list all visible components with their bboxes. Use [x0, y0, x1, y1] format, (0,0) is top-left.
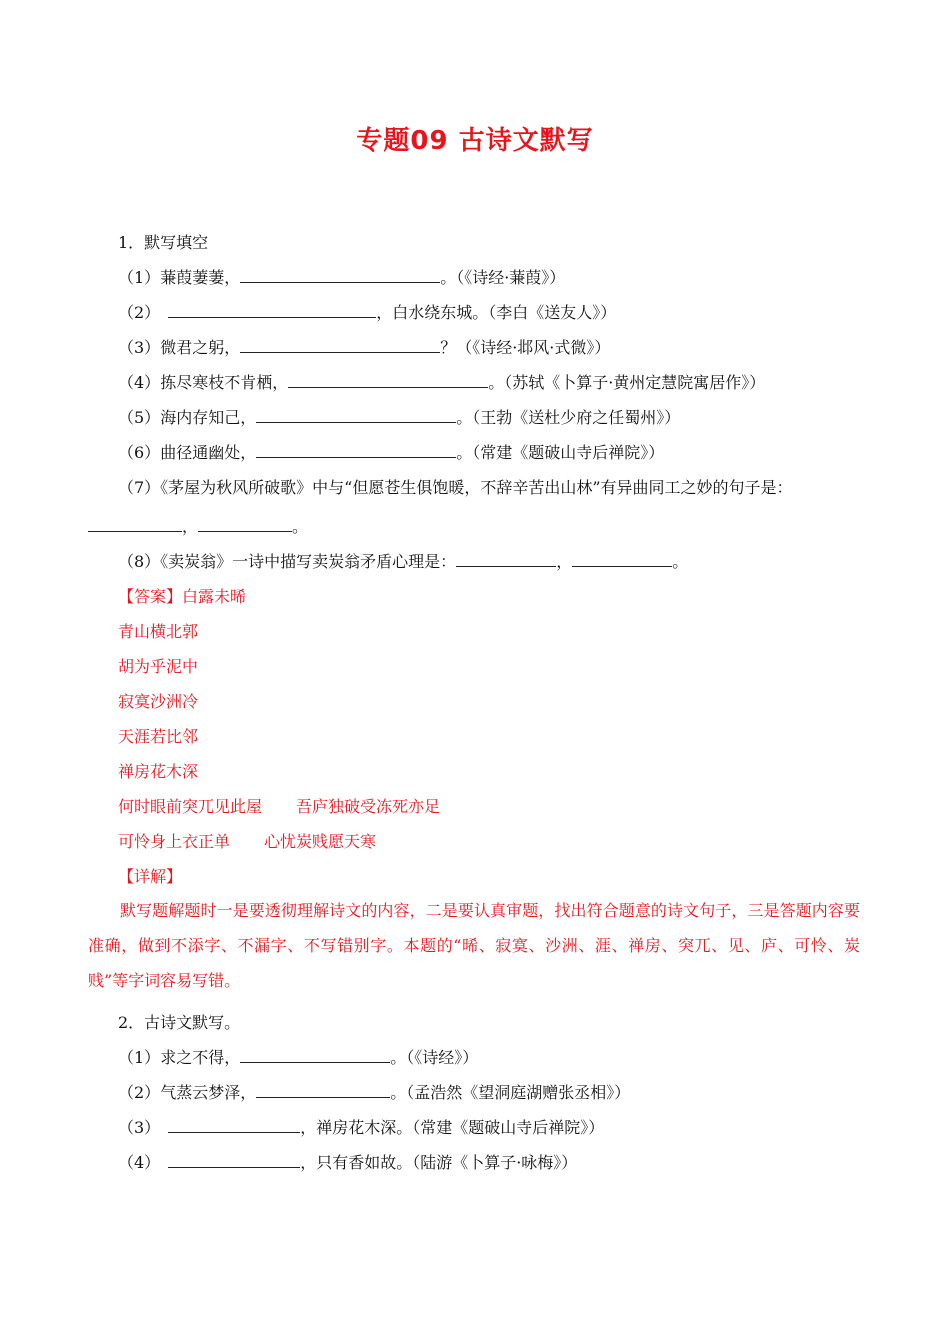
answer-line: 青山横北郭	[118, 622, 199, 641]
q2-item-4: （4） ，只有香如故。（陆游《卜算子·咏梅》）	[118, 1153, 578, 1172]
answer-blank	[168, 303, 376, 318]
answer-blank	[240, 1048, 390, 1063]
answer-line: 胡为乎泥中	[118, 657, 199, 676]
answer-blank	[240, 268, 440, 283]
answer-blank	[168, 1153, 300, 1168]
q2-item-3: （3） ，禅房花木深。（常建《题破山寺后禅院》）	[118, 1118, 605, 1137]
page-title: 专题09 古诗文默写	[356, 126, 594, 156]
answer-first-line: 【答案】白露未晞	[118, 587, 247, 606]
answer-line-pair: 何时眼前突兀见此屋 吾庐独破受冻死亦足	[118, 797, 441, 816]
q1-item-2: （2） ，白水绕东城。（李白《送友人》）	[118, 303, 617, 322]
answer-blank	[288, 373, 488, 388]
answer-blank	[256, 1083, 390, 1098]
answer-blank	[88, 517, 182, 532]
answer-line-pair: 可怜身上衣正单 心忧炭贱愿天寒	[118, 832, 377, 851]
answer-line: 寂寞沙洲冷	[118, 692, 199, 711]
answer-blank	[256, 443, 456, 458]
q1-item-1: （1）蒹葭萋萋， 。（《诗经·蒹葭》）	[118, 268, 566, 287]
q1-item-6: （6）曲径通幽处， 。（常建《题破山寺后禅院》）	[118, 443, 665, 462]
answer-blank	[168, 1118, 300, 1133]
answer-label: 【答案】	[118, 587, 183, 606]
answer-blank	[198, 517, 292, 532]
q1-item-7-blanks: ， 。	[88, 516, 308, 538]
explain-label: 【详解】	[118, 867, 183, 886]
answer-line: 禅房花木深	[118, 762, 199, 781]
q1-item-3: （3）微君之躬， ？（《诗经·邶风·式微》）	[118, 338, 611, 357]
question-2-heading: 2．古诗文默写。	[118, 1013, 241, 1032]
answer-blank	[456, 552, 556, 567]
q1-item-7-text: （7）《茅屋为秋风所破歌》中与“但愿苍生俱饱暖，不辞辛苦出山林”有异曲同工之妙的句子是：	[118, 478, 793, 497]
q2-item-2: （2）气蒸云梦泽， 。（孟浩然《望洞庭湖赠张丞相》）	[118, 1083, 631, 1102]
q1-item-5: （5）海内存知己， 。（王勃《送杜少府之任蜀州》）	[118, 408, 681, 427]
answer-blank	[240, 338, 440, 353]
q1-item-8: （8）《卖炭翁》一诗中描写卖炭翁矛盾心理是： ， 。	[118, 552, 689, 571]
q1-item-4: （4）拣尽寒枝不肯栖， 。（苏轼《卜算子·黄州定慧院寓居作》）	[118, 373, 766, 392]
q2-item-1: （1）求之不得， 。（《诗经》）	[118, 1048, 479, 1067]
explain-paragraph: 默写题解题时一是要透彻理解诗文的内容，二是要认真审题，找出符合题意的诗文句子，三是答题内容要准确，做到不添字、不漏字、不写错别字。本题的“晞、寂寞、沙洲、涯、禅房、突兀、见、庐、可怜、炭贱”等字词容易写错。	[88, 901, 860, 990]
answer-blank	[572, 552, 672, 567]
answer-line: 天涯若比邻	[118, 727, 199, 746]
question-1-heading: 1．默写填空	[118, 233, 209, 252]
answer-blank	[256, 408, 456, 423]
